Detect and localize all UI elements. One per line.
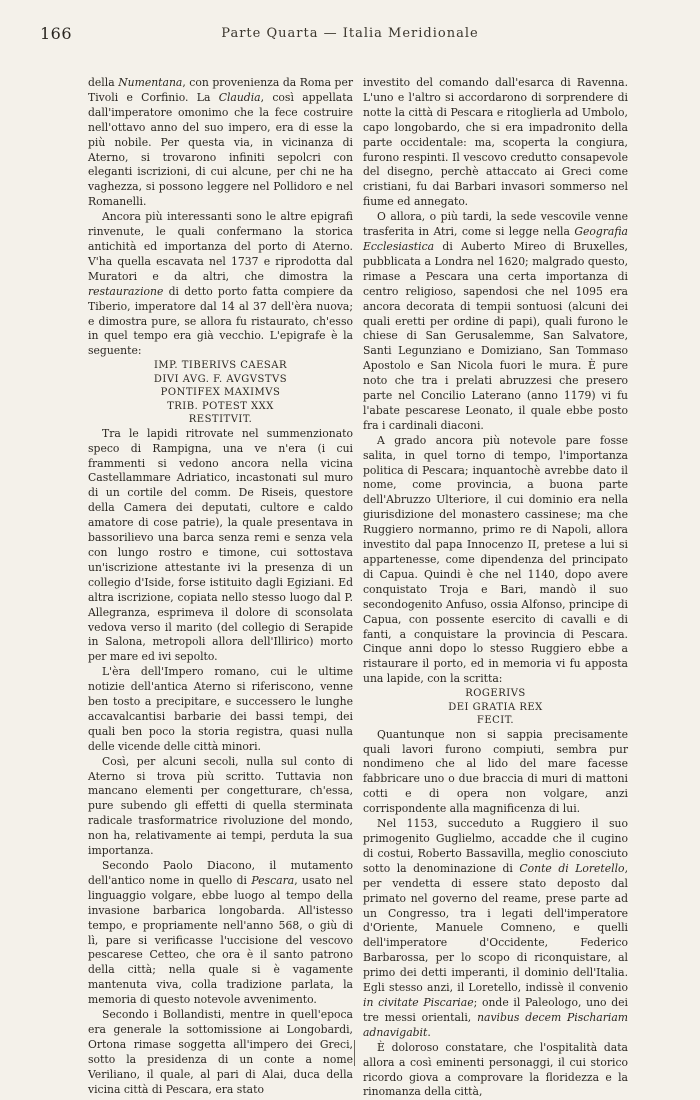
epigraph-line: TRIB. POTEST XXX (167, 400, 274, 412)
paragraph: Ancora più interessanti sono le altre epigrafi rinvenute, le quali confermano la storica antichità ed importanza del porto di Aterno. V'ha quella escavata nel 1737 e riprodotta dal Muratori e da altri, che dimostra la restaurazione di detto porto fatta compiere da Tiberio, imperatore dal 14 al 37 dell'èra nuova; e dimostra pure, se allora fu ristaurato, ch'esso in quel tempo era già vecchio. L'epigrafe è la seguente: (88, 210, 353, 358)
paragraph: Tra le lapidi ritrovate nel summenzionato speco di Rampigna, una ve n'era (i cui frammenti si vedono ancora nella vicina Castellammare Adriatico, incastonati sul muro di un cortile del comm. De Riseis, questore della Camera dei deputati, cultore e caldo amatore di cose patrie), la quale presentava in bassorilievo una barca senza remi e senza vela con lungo rostro e timone, cui sottostava un'iscrizione attestante ivi la presenza di un collegio d'Iside, forse istituito dagli Egiziani. Ed altra iscrizione, copiata nello stesso luogo dal P. Allegranza, esprimeva il dolore di sconsolata vedova verso il marito (del collegio di Serapide in Salona, metropoli allora dell'Illirico) morto per mare ed ivi sepolto. (88, 426, 353, 664)
epigraph-line: IMP. TIBERIVS CAESAR (153, 360, 288, 372)
epigraph-line: PONTIFEX MAXIMVS (160, 387, 281, 399)
running-title: Parte Quarta — Italia Meridionale (221, 26, 479, 41)
inscription-line: ROGERIVS (465, 688, 526, 700)
paragraph: Così, per alcuni secoli, nulla sul conto di Aterno si trova più scritto. Tuttavia non mancano elementi per congetturare, ch'essa, pure subendo gli effetti di quella sterminata radicale trasformatrice rivoluzione del mondo, non ha, relativamente ai tempi, perduta la sua importanza. (88, 754, 353, 858)
paragraph: L'èra dell'Impero romano, cui le ultime notizie dell'antica Aterno si riferiscono, venne ben tosto a precipitare, e successero le lunghe accavalcantisi barbarie dei bassi tempi, dei quali ben poco la storia registra, quasi nulla delle vicende delle città minori. (88, 665, 353, 753)
inscription-line: DEI GRATIA REX (448, 701, 543, 713)
paragraph: O allora, o più tardi, la sede vescovile venne trasferita in Atri, come si legge nella Geografia Ecclesiastica di Auberto Mireo di Bruxelles, pubblicata a Londra nel 1620; malgrado questo, rimase a Pescara una certa importanza di centro religioso, sapendosi che nel 1095 era ancora decorata di tempii sontuosi (alcuni dei quali eretti per ordine di papi), quali furono le chiese di San Gerusalemme, San Salvatore, Santi Legunziano e Domiziano, San Tommaso Apostolo e San Nicola fuori le mura. È pure noto che tra i prelati abruzzesi che presero parte nel Concilio Laterano (anno 1179) vi fu l'abate pescarese Leonato, il quale ebbe posto fra i cardinali diaconi. (363, 210, 628, 432)
right-column (363, 76, 628, 1100)
paragraph: Nel 1153, succeduto a Ruggiero il suo primogenito Guglielmo, accadde che il cugino di costui, Roberto Bassavilla, meglio conosciuto sotto la denominazione di Conte di Loretello, per vendetta di essere stato deposto dal primato nel governo del reame, prese parte ad un Congresso, tra i legati dell'imperatore d'Oriente, Manuele Comneno, e quelli dell'imperatore d'Occidente, Federico Barbarossa, per lo scopo di riconquistare, al primo dei detti imperanti, il dominio dell'Italia. Egli stesso anzi, il Loretello, indissè il convenio in civitate Piscariae; onde il Paleologo, uno dei tre messi orientali, navibus decem Pischariam adnavigabit. (363, 817, 628, 1039)
column-divider (354, 1040, 355, 1066)
paragraph: È doloroso constatare, che l'ospitalità data allora a così eminenti personaggi, il cui storico ricordo giova a comprovare la floridezza e la rinomanza della città, (363, 1040, 628, 1099)
page-number: 166 (40, 24, 73, 43)
epigraph-line: RESTITVIT. (188, 414, 253, 426)
page-header (40, 24, 660, 46)
paragraph: della Numentana, con provenienza da Roma per Tivoli e Corfinio. La Claudia, così appellata dall'imperatore omonimo che la fece costruire nell'ottavo anno del suo impero, era di esse la più nobile. Per questa via, in vicinanza di Aterno, si trovarono infiniti sepolcri con eleganti iscrizioni, di cui alcune, per chi ne ha vaghezza, si possono leggere nel Pollidoro e nel Romanelli. (88, 76, 353, 209)
left-column (88, 76, 353, 1098)
tiberius-epigraph (88, 359, 353, 427)
inscription-line: FECIT. (476, 715, 515, 727)
paragraph: Secondo i Bollandisti, mentre in quell'epoca era generale la sottomissione ai Longobardi, Ortona rimase soggetta all'impero dei Greci, sotto la presidenza di un conte a nome Veriliano, il quale, al pari di Alai, duca della vicina città di Pescara, era stato (88, 1008, 353, 1096)
paragraph: investito del comando dall'esarca di Ravenna. L'uno e l'altro si accordarono di sorprendere di notte la città di Pescara e ritoglierla ad Umbolo, capo longobardo, che si era impadronito della parte occidentale: ma, scoperta la congiura, furono respinti. Il vescovo credutto consapevole del disegno, perchè attaccato ai Greci come cristiani, fu dai Barbari invasori sommerso nel fiume ed annegato. (363, 76, 628, 209)
paragraph: Secondo Paolo Diacono, il mutamento dell'antico nome in quello di Pescara, usato nel linguaggio volgare, ebbe luogo al tempo della invasione barbarica longobarda. All'istesso tempo, e propriamente nell'anno 568, o giù di lì, pare si verificasse l'uccisione del vescovo pescarese Cetteo, che ora è il santo patrono della città; nella quale si è vagamente mantenuta viva, colla tradizione parlata, la memoria di questo notevole avvenimento. (88, 859, 353, 1007)
rogerius-inscription (363, 687, 628, 728)
paragraph: A grado ancora più notevole pare fosse salita, in quel torno di tempo, l'importanza politica di Pescara; inquantochè avrebbe dato il nome, come provincia, a buona parte dell'Abruzzo Ulteriore, il cui dominio era nella giurisdizione del monastero cassinese; ma che Ruggiero normanno, primo re di Napoli, allora investito dal papa Innocenzo II, pretese a lui si appartenesse, come dipendenza del principato di Capua. Quindi è che nel 1140, dopo avere conquistato Troja e Bari, mandò il suo secondogenito Anfuso, ossia Alfonso, principe di Capua, con possente esercito di cavalli e di fanti, a conquistare la provincia di Pescara. Cinque anni dopo lo stesso Ruggiero ebbe a ristaurare il porto, ed in memoria vi fu apposta una lapide, con la scritta: (363, 433, 629, 686)
paragraph: Quantunque non si sappia precisamente quali lavori furono compiuti, sembra pur nondimeno che al lido del mare facesse fabbricare uno o due braccia di muri di mattoni cotti e di opera non volgare, anzi corrispondente alla magnificenza di lui. (363, 727, 628, 816)
epigraph-line: DIVI AVG. F. AVGVSTVS (153, 373, 288, 385)
